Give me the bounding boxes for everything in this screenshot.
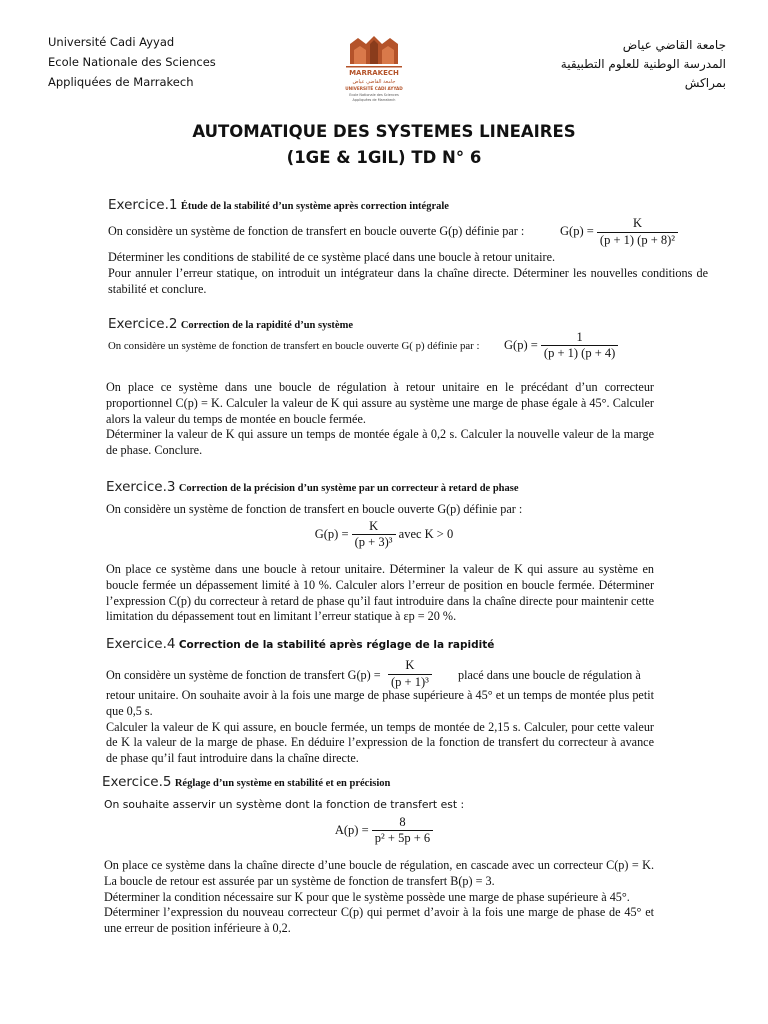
exercise-3-title: Correction de la précision d’un système par un correcteur à retard de phase: [178, 483, 519, 494]
header-line-1: Université Cadi Ayyad: [48, 35, 175, 49]
header-ar-line-2: المدرسة الوطنية للعلوم التطبيقية: [560, 57, 726, 71]
exercise-4-label: Exercice.4: [106, 636, 176, 652]
university-logo: [340, 30, 408, 106]
exercise-4-heading: [106, 636, 494, 652]
exercise-5-heading: [102, 774, 390, 790]
exercise-5-intro: On souhaite asservir un système dont la fonction de transfert est :: [104, 798, 465, 811]
exercise-1-body: [108, 250, 708, 297]
document-subtitle: (1GE & 1GIL) TD N° 6: [286, 148, 482, 167]
exercise-4-body: [106, 688, 654, 767]
exercise-5-p3: Déterminer l’expression du nouveau correcteur C(p) qui permet d’avoir à la fois une marge de phase de 45° et une erreur de position inférieure à 0,2.: [104, 905, 654, 936]
exercise-1-heading: [108, 197, 449, 213]
exercise-5-title: Réglage d’un système en stabilité et en précision: [174, 778, 391, 789]
exercise-3-equation: G(p) = $\frac{K}{\text{(p + 3)³}}$ avec K > 0: [314, 519, 454, 549]
logo-icon: [340, 30, 408, 106]
exercise-3-intro: On considère un système de fonction de transfert en boucle ouverte G(p) définie par :: [106, 502, 523, 516]
exercise-1-label: Exercice.1: [108, 197, 178, 213]
exercise-5-equation: A(p) = $\frac{8}{\text{p² + 5p + 6}}$: [0, 815, 768, 846]
exercise-2-title: Correction de la rapidité d’un système: [180, 320, 353, 331]
exercise-4-p1: retour unitaire. On souhaite avoir à la fois une marge de phase supérieure à 45° et un temps de montée plus petit que 0,5 s.: [106, 688, 654, 718]
exercise-2-equation: G(p) = $\frac{1}{(p + 1) (p + 4)}$: [504, 330, 618, 361]
header-ar-line-1: جامعة القاضي عياض: [622, 38, 726, 52]
exercise-2-intro-row: [108, 330, 708, 366]
exercise-4-title: Correction de la stabilité après réglage de la rapidité: [178, 639, 495, 651]
svg-text:Ecole Nationale des Sciences: Ecole Nationale des Sciences: [349, 93, 399, 97]
institution-name-ar: [561, 36, 726, 93]
svg-text:MARRAKECH: MARRAKECH: [349, 69, 399, 77]
document-title: AUTOMATIQUE DES SYSTEMES LINEAIRES: [192, 122, 576, 141]
exercise-5-p1: On place ce système dans la chaîne directe d’une boucle de régulation, en cascade avec un correcteur C(p) = K. La boucle de retour est assurée par un système de fonction de transfert B(p) = 3.: [104, 858, 654, 888]
exercise-1-title: Étude de la stabilité d’un système après correction intégrale: [180, 201, 449, 212]
exercise-2-body: [106, 380, 654, 459]
exercise-3-body: On place ce système dans une boucle à retour unitaire. Déterminer la valeur de K qui assure au système en boucle fermée un dépassement limité à 10 %. Calculer alors l’erreur de position en boucle fermée. Déterminer l’expression C(p) du correcteur à retard de phase qu’il faut introduire dans la chaîne directe pour maintenir cette limitation du dépassement tout en limitant l’erreur statique à εp = 20 %.: [106, 562, 654, 624]
exercise-1-p1: Déterminer les conditions de stabilité de ce système placé dans une boucle à retour unitaire.: [108, 250, 556, 264]
svg-text:UNIVERSITÉ CADI AYYAD: UNIVERSITÉ CADI AYYAD: [345, 86, 403, 91]
exercise-4-intro-b: placé dans une boucle de régulation à: [458, 668, 641, 682]
exercise-5-label: Exercice.5: [102, 774, 172, 790]
header-line-3: Appliquées de Marrakech: [48, 75, 194, 89]
header-line-2: Ecole Nationale des Sciences: [48, 55, 216, 69]
svg-text:Appliquées de Marrakech: Appliquées de Marrakech: [352, 98, 396, 102]
exercise-5-p2: Déterminer la condition nécessaire sur K pour que le système possède une marge de phase supérieure à 45°.: [104, 889, 630, 904]
exercise-3-heading: [106, 479, 519, 495]
exercise-1-equation: G(p) = $\frac{K}{\text{(p + 1) (p + 8)²}}$: [560, 216, 678, 249]
exercise-4-p2: Calculer la valeur de K qui assure, en boucle fermée, un temps de montée de 2,15 s. Calculer, pour cette valeur de K la valeur de la marge de phase. En déduire l’expression de la fonction de transfert du correcteur à avance de phase qu’il faut introduire dans la chaîne directe.: [106, 719, 654, 766]
exercise-2-intro: On considère un système de fonction de transfert en boucle ouverte G( p) définie par :: [108, 340, 480, 352]
exercise-3-label: Exercice.3: [106, 479, 176, 495]
exercise-4-fraction: $\frac{K}{\text{(p + 1)³}}$: [388, 658, 432, 691]
svg-text:جامعة القاضي عياض: جامعة القاضي عياض: [352, 79, 396, 85]
exercise-5-body: [104, 858, 654, 937]
exercise-2-p2: Déterminer la valeur de K qui assure un temps de montée égale à 0,2 s. Calculer la nouvelle valeur de la marge de phase. Conclure.: [106, 427, 654, 458]
exercise-2-p1: On place ce système dans une boucle de régulation à retour unitaire en le précédant d’un correcteur proportionnel C(p) = K. Calculer la valeur de K qui assure au système une marge de phase égale à 45°. Calculer alors la valeur du temps de montée en boucle fermée.: [106, 380, 654, 426]
exercise-4-intro-a: On considère un système de fonction de transfert G(p) =: [106, 668, 381, 682]
exercise-4-intro-row: [106, 658, 656, 692]
exercise-2-label: Exercice.2: [108, 316, 178, 332]
institution-name-fr: [48, 32, 216, 92]
exercise-1-intro: On considère un système de fonction de transfert en boucle ouverte G(p) définie par :: [108, 224, 525, 238]
header-ar-line-3: بمراكش: [684, 76, 726, 90]
exercise-1-p2: Pour annuler l’erreur statique, on introduit un intégrateur dans la chaîne directe. Déterminer les nouvelles conditions de stabilité et conclure.: [108, 265, 708, 296]
